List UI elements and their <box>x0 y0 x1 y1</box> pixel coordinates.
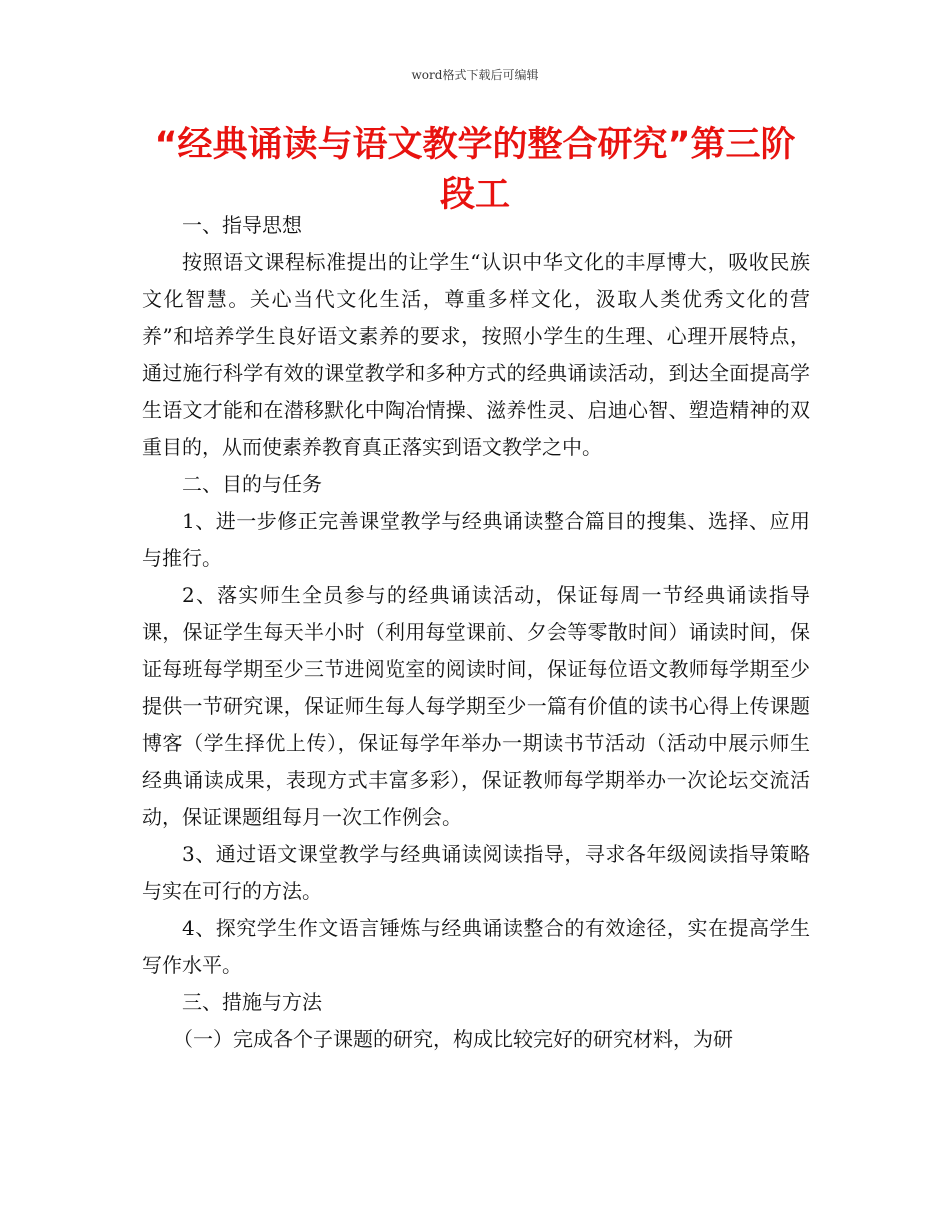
paragraph-measure-1: （一）完成各个子课题的研究，构成比较完好的研究材料，为研 <box>173 1027 733 1051</box>
section-heading-goals-tasks: 二、目的与任务 <box>182 472 322 496</box>
paragraph-task-4: 4、探究学生作文语言锤炼与经典诵读整合的有效途径，实在提高学生写作水平。 <box>142 916 810 977</box>
paragraph-task-1: 1、进一步修正完善课堂教学与经典诵读整合篇目的搜集、选择、应用与推行。 <box>142 509 810 570</box>
paragraph-task-3: 3、通过语文课堂教学与经典诵读阅读指导，寻求各年级阅读指导策略与实在可行的方法。 <box>142 842 810 903</box>
section-heading-guiding-thought: 一、指导思想 <box>182 213 302 237</box>
document-title: “经典诵读与语文教学的整合研究”第三阶段工 <box>154 125 796 215</box>
paragraph-guiding-thought: 按照语文课程标准提出的让学生“认识中华文化的丰厚博大，吸收民族文化智慧。关心当代文化生活，尊重多样文化，汲取人类优秀文化的营养”和培养学生良好语文素养的要求，按照小学生的生理、心理开展特点，通过施行科学有效的课堂教学和多种方式的经典诵读活动，到达全面提高学生语文才能和在潜移默化中陶冶情操、滋养性灵、启迪心智、塑造精神的双重目的，从而使素养教育真正落实到语文教学之中。 <box>142 250 810 459</box>
paragraph-task-2: 2、落实师生全员参与的经典诵读活动，保证每周一节经典诵读指导课，保证学生每天半小时（利用每堂课前、夕会等零散时间）诵读时间，保证每班每学期至少三节进阅览室的阅读时间，保证每位语文教师每学期至少提供一节研究课，保证师生每人每学期至少一篇有价值的读书心得上传课题博客（学生择优上传），保证每学年举办一期读书节活动（活动中展示师生经典诵读成果，表现方式丰富多彩），保证教师每学期举办一次论坛交流活动，保证课题组每月一次工作例会。 <box>142 583 810 829</box>
document-body <box>142 207 810 1058</box>
header-note: word格式下载后可编辑 <box>411 68 539 82</box>
section-heading-measures-methods: 三、措施与方法 <box>182 990 322 1014</box>
